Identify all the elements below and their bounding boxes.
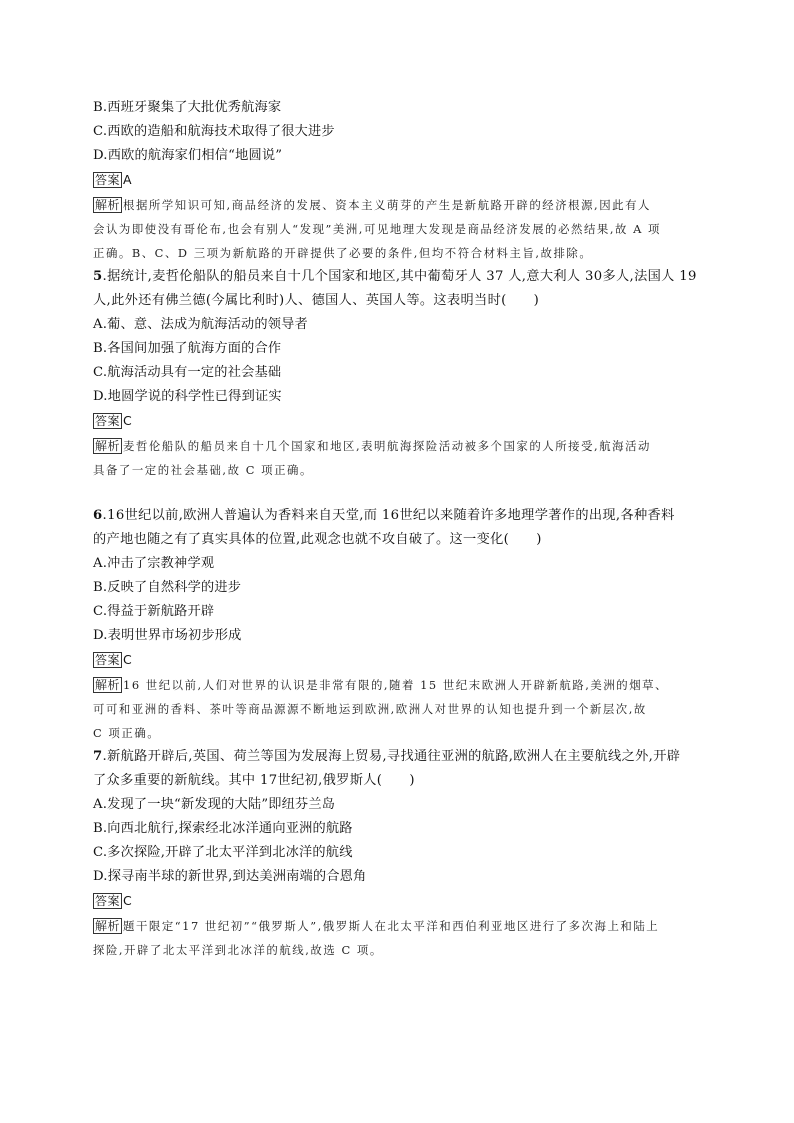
- q6-explain-line-2: 可可和亚洲的香料、茶叶等商品源源不断地运到欧洲,欧洲人对世界的认知也提升到一个新层次,故: [93, 702, 647, 716]
- q6-option-b: B.反映了自然科学的进步: [93, 580, 242, 595]
- q4-explain-line-1: [93, 197, 705, 213]
- q6-option-c: C.得益于新航路开辟: [93, 604, 215, 619]
- explain-label: 解析: [95, 439, 121, 453]
- explain-text: 题干限定“17 世纪初”“俄罗斯人”,俄罗斯人在北太平洋和西伯利亚地区进行了多次海上和陆上: [123, 919, 660, 933]
- q5-option-d: D.地圆学说的科学性已得到证实: [93, 389, 282, 404]
- stem-text: .据统计,麦哲伦船队的船员来自十几个国家和地区,其中葡萄牙人 37 人,意大利人 30多人,法国人 19: [102, 269, 697, 284]
- q7-explain-line-2: 探险,开辟了北太平洋到北冰洋的航线,故选 C 项。: [93, 943, 383, 957]
- explain-label: 解析: [95, 919, 121, 933]
- stem-text: .新航路开辟后,英国、荷兰等国为发展海上贸易,寻找通往亚洲的航路,欧洲人在主要航线之外,开辟: [102, 749, 681, 764]
- q5-answer-row: [93, 413, 705, 430]
- q7-option-c: C.多次探险,开辟了北太平洋到北冰洋的航线: [93, 845, 353, 860]
- explain-label: 解析: [95, 198, 121, 212]
- question-number: 7: [93, 749, 103, 764]
- q4-option-d: D.西欧的航海家们相信“地圆说”: [93, 148, 283, 163]
- q4-explain-line-2: 会认为即使没有哥伦布,也会有别人“发现”美洲,可见地理大发现是商品经济发展的必然结果,故 A 项: [93, 222, 662, 236]
- q4-option-b: B.西班牙聚集了大批优秀航海家: [93, 100, 282, 115]
- answer-label: 答案: [95, 173, 121, 187]
- answer-label: 答案: [95, 894, 121, 908]
- q5-stem-line-2: 人,此外还有佛兰德(今属比利时)人、德国人、英国人等。这表明当时( ): [93, 293, 540, 308]
- q5-explain-line-1: [93, 438, 705, 454]
- q4-option-c: C.西欧的造船和航海技术取得了很大进步: [93, 124, 335, 139]
- q6-stem-line-2: 的产地也随之有了真实具体的位置,此观念也就不攻自破了。这一变化( ): [93, 532, 542, 547]
- q6-option-d: D.表明世界市场初步形成: [93, 628, 242, 643]
- q7-option-b: B.向西北航行,探索经北冰洋通向亚洲的航路: [93, 821, 353, 836]
- q7-explain-line-1: [93, 918, 705, 934]
- q5-option-b: B.各国间加强了航海方面的合作: [93, 341, 282, 356]
- q6-stem-line-1: [93, 508, 705, 524]
- q7-stem-line-1: [93, 749, 705, 765]
- explain-text: 16 世纪以前,人们对世界的认识是非常有限的,随着 15 世纪末欧洲人开辟新航路,美洲的烟草、: [123, 678, 669, 692]
- q6-option-a: A.冲击了宗教神学观: [93, 556, 215, 571]
- answer-label: 答案: [95, 653, 121, 667]
- q5-stem-line-1: [93, 269, 705, 285]
- explain-label: 解析: [95, 678, 121, 692]
- answer-value: C: [123, 893, 132, 908]
- answer-value: A: [123, 172, 132, 187]
- q7-option-a: A.发现了一块“新发现的大陆”即纽芬兰岛: [93, 797, 336, 812]
- q7-stem-line-2: 了众多重要的新航线。其中 17世纪初,俄罗斯人( ): [93, 773, 415, 788]
- q5-explain-line-2: 具备了一定的社会基础,故 C 项正确。: [93, 463, 313, 477]
- q7-option-d: D.探寻南半球的新世界,到达美洲南端的合恩角: [93, 869, 367, 884]
- question-number: 5: [93, 269, 103, 284]
- q6-answer-row: [93, 652, 705, 669]
- explain-text: 根据所学知识可知,商品经济的发展、资本主义萌芽的产生是新航路开辟的经济根源,因此有人: [123, 198, 651, 212]
- question-number: 6: [93, 508, 103, 523]
- q7-answer-row: [93, 893, 705, 910]
- q6-explain-line-3: C 项正确。: [93, 726, 161, 740]
- answer-label: 答案: [95, 414, 121, 428]
- q6-explain-line-1: [93, 677, 705, 693]
- stem-text: .16世纪以前,欧洲人普遍认为香料来自天堂,而 16世纪以来随着许多地理学著作的出现,各种香料: [102, 508, 675, 523]
- explain-text: 麦哲伦船队的船员来自十几个国家和地区,表明航海探险活动被多个国家的人所接受,航海活动: [123, 439, 651, 453]
- q5-option-a: A.葡、意、法成为航海活动的领导者: [93, 317, 308, 332]
- answer-value: C: [123, 413, 132, 428]
- answer-value: C: [123, 652, 132, 667]
- q4-explain-line-3: 正确。B、C、D 三项为新航路的开辟提供了必要的条件,但均不符合材料主旨,故排除。: [93, 246, 593, 260]
- q5-option-c: C.航海活动具有一定的社会基础: [93, 365, 282, 380]
- q4-answer-row: [93, 172, 705, 189]
